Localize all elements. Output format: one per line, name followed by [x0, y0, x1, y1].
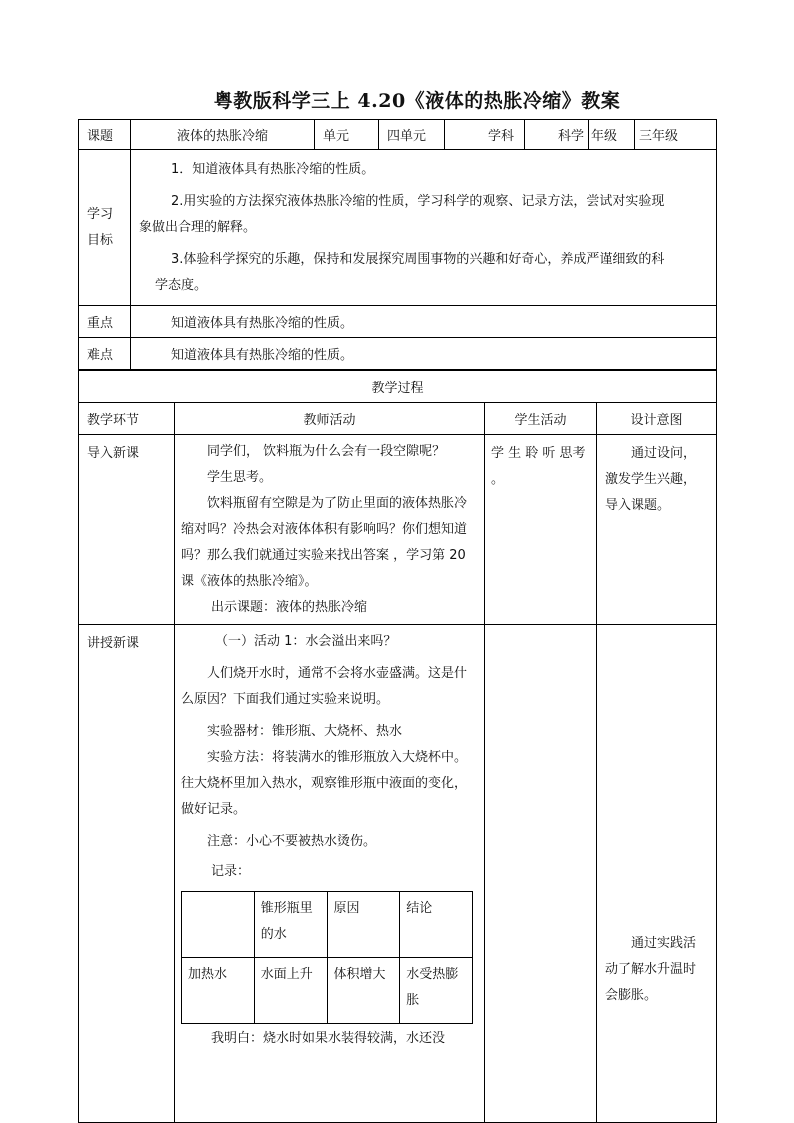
page-title: 粤教版科学三上 4.20《液体的热胀冷缩》教案 — [213, 90, 621, 112]
record-cell: 水面上升 — [254, 958, 327, 1024]
col-stage-header: 教学环节 — [79, 403, 175, 435]
topic-label: 课题 — [79, 120, 131, 150]
col-intent-header: 设计意图 — [597, 403, 717, 435]
intro-stage: 导入新课 — [79, 435, 175, 625]
record-header-cell: 原因 — [327, 892, 400, 958]
record-cell: 加热水 — [182, 958, 255, 1024]
record-cell: 水受热膨胀 — [400, 958, 473, 1024]
objective-item: 2.用实验的方法探究液体热胀冷缩的性质，学习科学的观察、记录方法，尝试对实验现 — [171, 193, 665, 209]
grade-label: 年级 — [589, 120, 635, 150]
lesson-conclusion: 我明白：烧水时如果水装得较满，水还没 — [211, 1031, 446, 1046]
difficulty-label: 难点 — [79, 338, 131, 370]
record-header-cell: 锥形瓶里的水 — [254, 892, 327, 958]
objectives-content — [131, 150, 717, 306]
lesson-info-table — [78, 119, 717, 370]
subject-value: 科学 — [525, 120, 589, 150]
record-table — [181, 891, 473, 1024]
unit-label: 单元 — [315, 120, 379, 150]
lesson-teacher: （一）活动 1：水会溢出来吗？ 人们烧开水时，通常不会将水壶盛满。这是什么原因？下面我们通过实验来说明。 实验器材：锥形瓶、大烧杯、热水 实验方法：将装满水的锥形瓶放入大烧杯中。往大烧杯里加入热水，观察锥形瓶中液面的变化，做好记录。 注意：小心不要被热水烫伤。 记录： 锥形瓶里的水 原因 结论 加热水 水面上升 体积增大 水受热膨胀 我明白：烧水时如果水装得较满，水还没 — [175, 625, 485, 1123]
topic-value: 液体的热胀冷缩 — [131, 120, 315, 150]
objective-item: 象做出合理的解释。 — [139, 219, 257, 235]
lesson-intent: 通过实践活动了解水升温时会膨胀。 — [597, 625, 717, 1123]
col-student-header: 学生活动 — [485, 403, 597, 435]
intro-intent: 通过设问，激发学生兴趣，导入课题。 — [597, 435, 717, 625]
objective-item: 3.体验科学探究的乐趣，保持和发展探究周围事物的兴趣和好奇心，养成严谨细致的科 — [171, 251, 665, 267]
teaching-process-table — [78, 370, 717, 1123]
grade-value: 三年级 — [635, 120, 717, 150]
subject-label: 学科 — [445, 120, 525, 150]
objective-item: 1．知道液体具有热胀冷缩的性质。 — [171, 161, 375, 177]
key-point-label: 重点 — [79, 306, 131, 338]
lesson-student — [485, 625, 597, 1123]
process-header: 教学过程 — [79, 371, 717, 403]
intro-student: 学 生 聆 听 思考 。 — [485, 435, 597, 625]
difficulty-value: 知道液体具有热胀冷缩的性质。 — [131, 338, 717, 370]
objectives-label: 学习 目标 — [79, 150, 131, 306]
objective-item: 学态度。 — [155, 277, 208, 293]
col-teacher-header: 教师活动 — [175, 403, 485, 435]
lesson-stage: 讲授新课 — [79, 625, 175, 1123]
intro-teacher: 同学们， 饮料瓶为什么会有一段空隙呢？ 学生思考。 饮料瓶留有空隙是为了防止里面的液体热胀冷缩对吗？冷热会对液体体积有影响吗？你们想知道吗？那么我们就通过实验来找出答案 ，学习第 20课《液体的热胀冷缩》。 出示课题：液体的热胀冷缩 — [175, 435, 485, 625]
unit-value: 四单元 — [379, 120, 445, 150]
record-header-cell — [182, 892, 255, 958]
record-cell: 体积增大 — [327, 958, 400, 1024]
key-point-value: 知道液体具有热胀冷缩的性质。 — [131, 306, 717, 338]
record-header-cell: 结论 — [400, 892, 473, 958]
